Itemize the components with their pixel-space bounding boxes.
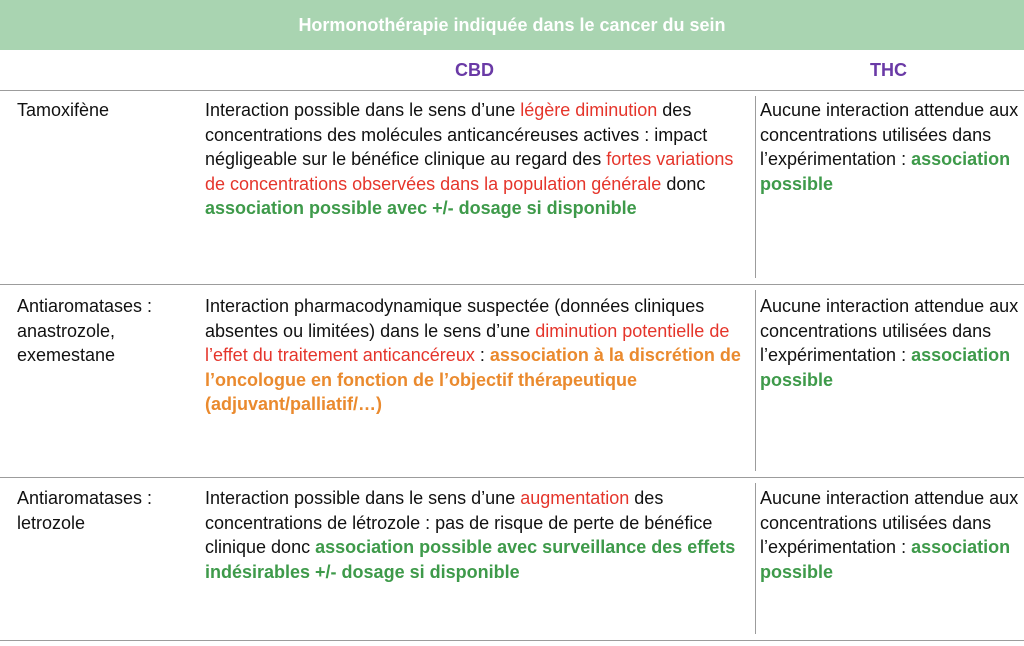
cbd-text-segment: Interaction possible dans le sens d’une (205, 488, 521, 508)
thc-text-segment: association possible (760, 537, 1011, 582)
drug-cell-3 (17, 486, 197, 535)
cbd-cell-1 (205, 98, 745, 221)
cbd-text-segment: Interaction possible dans le sens d’une (205, 100, 521, 120)
table-title: Hormonothérapie indiquée dans le cancer du sein (298, 14, 726, 35)
drug-line: letrozole (17, 512, 86, 533)
cbd-text-segment: association possible avec +/- dosage si disponible (205, 198, 637, 218)
cbd-text-segment: Interaction pharmacodynamique suspectée (données cliniques absentes ou limitées) dans le sens d’une (205, 296, 705, 341)
column-header-cbd: CBD (455, 60, 494, 80)
column-divider-row-2 (755, 290, 756, 471)
table-title-banner (0, 0, 1024, 50)
cbd-text-segment: association à la discrétion de l’oncologue en fonction de l’objectif thérapeutique (adjuvant/palliatif/…) (205, 345, 741, 414)
thc-text-segment: association possible (760, 345, 1011, 390)
drug-line: anastrozole, (17, 320, 116, 341)
divider-header (0, 90, 1024, 91)
thc-text-segment: Aucune interaction attendue aux concentrations utilisées dans l’expérimentation : (760, 488, 1019, 557)
cbd-text-segment: des concentrations de létrozole : pas de risque de perte de bénéfice clinique donc (205, 488, 713, 557)
thc-cell-2 (760, 294, 1022, 392)
thc-text-segment: association possible (760, 149, 1011, 194)
drug-line: Antiaromatases : (17, 296, 153, 316)
drug-cell-1 (17, 98, 197, 123)
cbd-text-segment: des concentrations des molécules anticancéreuses actives : impact négligeable sur le bénéfice clinique au regard des (205, 100, 708, 169)
divider-row-1 (0, 284, 1024, 285)
cbd-text-segment: association possible avec surveillance des effets indésirables +/- dosage si disponible (205, 537, 736, 582)
thc-cell-3 (760, 486, 1022, 584)
column-divider-row-1 (755, 96, 756, 278)
cbd-cell-3 (205, 486, 745, 584)
drug-line: Antiaromatases : (17, 488, 153, 508)
column-header-thc: THC (870, 60, 907, 80)
cbd-text-segment: : (474, 345, 490, 365)
cbd-text-segment: augmentation (520, 488, 630, 508)
cbd-text-segment: diminution potentielle de l’effet du traitement anticancéreux (205, 320, 730, 365)
cbd-text-segment: donc (661, 173, 706, 194)
cbd-text-segment: légère diminution (520, 100, 658, 120)
thc-text-segment: Aucune interaction attendue aux concentrations utilisées dans l’expérimentation : (760, 296, 1019, 365)
thc-text-segment: Aucune interaction attendue aux concentrations utilisées dans l’expérimentation : (760, 100, 1019, 169)
divider-bottom (0, 640, 1024, 641)
drug-cell-2 (17, 294, 197, 368)
cbd-text-segment: fortes variations de concentrations observées dans la population générale (205, 149, 734, 194)
cbd-cell-2 (205, 294, 750, 417)
divider-row-2 (0, 477, 1024, 478)
thc-cell-1 (760, 98, 1022, 196)
column-divider-row-3 (755, 483, 756, 634)
drug-line: Tamoxifène (17, 100, 110, 120)
drug-line: exemestane (17, 345, 116, 365)
